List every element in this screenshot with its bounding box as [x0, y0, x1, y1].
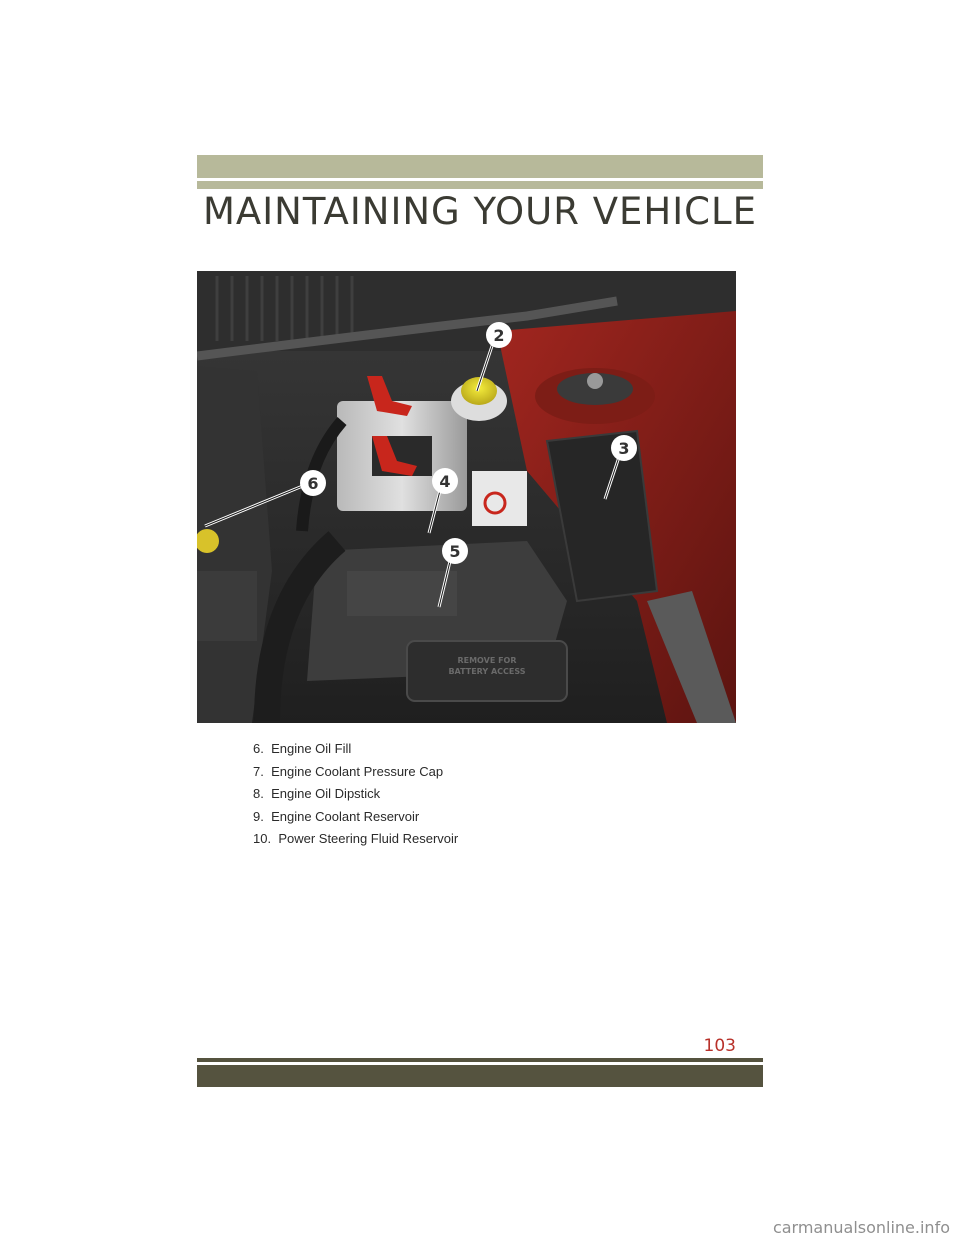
header-rule — [197, 181, 763, 189]
callout-6: 6 — [307, 474, 319, 493]
item-label: Engine Coolant Pressure Cap — [271, 763, 444, 779]
item-number: 8. — [253, 786, 264, 801]
item-label: Engine Oil Dipstick — [271, 786, 381, 801]
section-title: MAINTAINING YOUR VEHICLE — [203, 190, 757, 233]
list-item — [253, 828, 458, 851]
cover-label-line2: BATTERY ACCESS — [448, 667, 526, 676]
cover-label-line1: REMOVE FOR — [457, 656, 517, 665]
item-number: 10. — [253, 831, 272, 846]
callout-5: 5 — [449, 542, 461, 561]
engine-bay-illustration — [197, 271, 736, 723]
parts-legend-list — [253, 738, 458, 851]
item-number: 9. — [253, 808, 264, 824]
callout-3: 3 — [618, 439, 630, 458]
footer-rule — [197, 1058, 763, 1062]
list-item — [253, 783, 458, 806]
item-number: 6. — [253, 741, 264, 756]
item-label: Engine Oil Fill — [271, 741, 352, 756]
callout-2: 2 — [493, 326, 505, 345]
list-item — [253, 761, 458, 784]
list-item — [253, 806, 458, 829]
callout-4: 4 — [439, 472, 451, 491]
page-number: 103 — [703, 1036, 736, 1056]
item-label: Power Steering Fluid Reservoir — [278, 831, 459, 846]
item-label: Engine Coolant Reservoir — [271, 808, 420, 824]
engine-bay-photo — [197, 271, 736, 723]
watermark-text: carmanualsonline.info — [772, 1218, 950, 1237]
item-number: 7. — [253, 763, 264, 779]
header-band — [197, 155, 763, 178]
footer-band — [197, 1065, 763, 1087]
list-item — [253, 738, 458, 761]
